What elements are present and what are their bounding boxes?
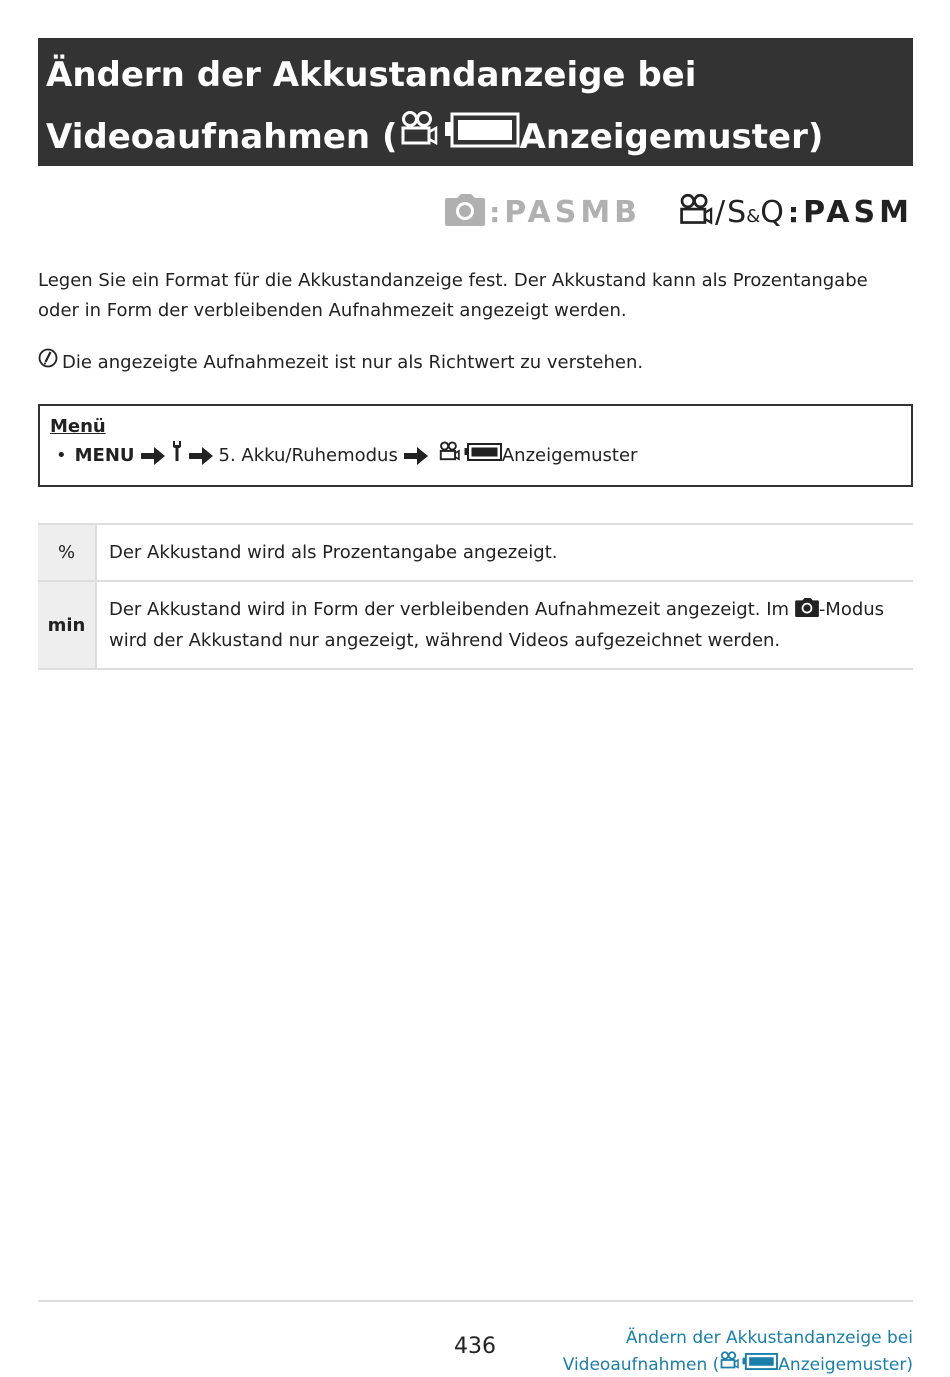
wrench-icon xyxy=(171,440,183,472)
option-description xyxy=(96,581,913,669)
camera-icon xyxy=(445,194,485,230)
camera-icon xyxy=(795,597,819,626)
photo-modes xyxy=(445,194,641,230)
table-row xyxy=(38,524,913,581)
page-title xyxy=(38,38,913,166)
movie-camera-icon xyxy=(438,441,460,472)
footer-link-line-2[interactable] xyxy=(563,1351,913,1377)
video-modes-letters: PASM xyxy=(803,194,913,230)
page-number: 436 xyxy=(454,1334,496,1359)
note-text: Die angezeigte Aufnahmezeit ist nur als Richtwert zu verstehen. xyxy=(62,352,644,373)
options-table xyxy=(38,523,913,670)
mode-indicator xyxy=(445,190,913,234)
title-line-1: Ändern der Akkustandanzeige bei xyxy=(46,55,697,95)
title-line-2-end: Anzeigemuster) xyxy=(519,117,824,157)
battery-icon xyxy=(742,1352,778,1377)
note-icon xyxy=(38,348,58,378)
movie-camera-icon xyxy=(398,106,438,168)
arrow-right-icon xyxy=(189,447,213,465)
table-row xyxy=(38,581,913,669)
movie-camera-icon xyxy=(677,193,713,231)
battery-icon xyxy=(444,106,520,168)
footer-divider xyxy=(38,1300,913,1302)
sq-q: Q xyxy=(760,194,784,230)
menu-label: MENU xyxy=(74,445,135,466)
arrow-right-icon xyxy=(404,447,428,465)
footer-link-line-2-end[interactable]: Anzeigemuster) xyxy=(778,1354,913,1375)
sq-mode-label: / S & Q xyxy=(715,194,784,230)
battery-icon xyxy=(464,441,502,471)
menu-step: 5. Akku/Ruhemodus xyxy=(218,445,398,466)
menu-item: Anzeigemuster xyxy=(501,445,638,466)
option-key: % xyxy=(38,524,96,581)
menu-path xyxy=(50,440,901,472)
footer-section-link[interactable] xyxy=(563,1325,913,1377)
footer-link-line-2-start[interactable]: Videoaufnahmen ( xyxy=(562,1354,720,1375)
footer-link-line-1[interactable]: Ändern der Akkustandanzeige bei xyxy=(625,1328,913,1348)
option-description: Der Akkustand wird als Prozentangabe angezeigt. xyxy=(96,524,913,581)
title-line-2-start: Videoaufnahmen ( xyxy=(46,117,398,157)
photo-modes-colon: : xyxy=(489,195,501,229)
photo-modes-letters: PASMB xyxy=(504,194,642,230)
video-modes-colon: : xyxy=(787,195,800,229)
menu-heading: Menü xyxy=(50,416,106,437)
bullet: • xyxy=(56,445,67,466)
option-key: min xyxy=(38,581,96,669)
video-modes xyxy=(677,193,913,231)
menu-path-box xyxy=(38,404,913,487)
title-line-2 xyxy=(46,106,905,168)
movie-camera-icon xyxy=(719,1351,739,1377)
option-description-start: Der Akkustand wird in Form der verbleibenden Aufnahmezeit angezeigt. Im xyxy=(109,599,795,620)
sq-amp: & xyxy=(746,205,761,227)
intro-paragraph: Legen Sie ein Format für die Akkustandanzeige fest. Der Akkustand kann als Prozentangabe oder in Form der verbleibenden Aufnahmezeit angezeigt werden. xyxy=(38,270,868,321)
sq-s: S xyxy=(727,194,747,230)
note xyxy=(38,348,913,378)
option-description-end: -Modus wird der Akkustand nur angezeigt, während Videos aufgezeichnet werden. xyxy=(109,599,885,651)
arrow-right-icon xyxy=(141,447,165,465)
